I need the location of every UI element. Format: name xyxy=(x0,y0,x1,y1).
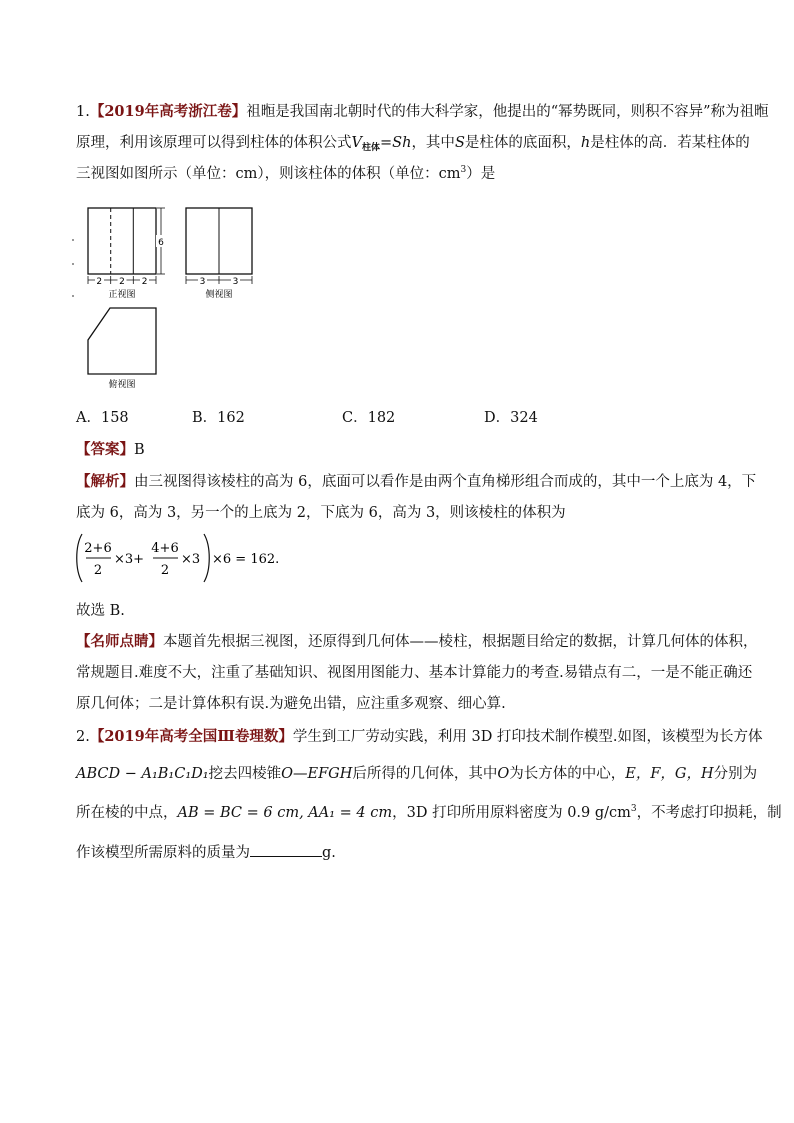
q2-line4-text-a: 作该模型所需原料的质量为 xyxy=(76,845,250,861)
conclusion-text: 故选 B. xyxy=(76,603,125,619)
front-view-label: 正视图 xyxy=(108,290,136,300)
q1-line3-text-b: ）是 xyxy=(466,166,496,182)
q1-line-1 xyxy=(76,102,769,122)
formula-times-3-plus: ×3+ xyxy=(114,552,145,567)
q2-dimensions-expr: AB = BC = 6 cm, AA₁ = 4 cm xyxy=(177,805,393,821)
analysis-line-2 xyxy=(76,503,566,523)
fraction-1-denominator: 2 xyxy=(93,563,103,578)
q2-line3-text-c: ，不考虑打印损耗，制 xyxy=(636,805,782,821)
q2-cube-superscript: 3 xyxy=(630,804,637,814)
q2-line-1 xyxy=(76,727,763,747)
q1-options xyxy=(76,408,736,428)
q2-line2-text-c: 为长方体的中心， xyxy=(509,766,626,782)
option-c[interactable]: C．182 xyxy=(342,410,396,426)
q1-line2-text-b: ，其中 xyxy=(411,135,455,151)
front-view xyxy=(88,208,166,300)
side-view-label: 侧视图 xyxy=(205,290,233,300)
formula-result: ×6 = 162. xyxy=(212,552,280,567)
comment-line-3 xyxy=(76,694,506,714)
q2-line2-text-b: 后所得的几何体，其中 xyxy=(352,766,498,782)
fraction-2-numerator: 4+6 xyxy=(151,541,179,556)
answer-value: B xyxy=(134,442,145,458)
analysis-text-2: 底为 6，高为 3，另一个的上底为 2，下底为 6，高为 3，则该棱柱的体积为 xyxy=(76,505,566,521)
q1-volume-subscript: 柱体 xyxy=(361,143,380,153)
conclusion-line xyxy=(76,601,125,621)
q2-line2-text-d: 分别为 xyxy=(713,766,758,782)
q2-midpoints: E，F，G，H xyxy=(625,766,714,782)
answer-line xyxy=(76,440,145,460)
answer-tag: 【答案】 xyxy=(76,441,134,458)
three-view-figure xyxy=(64,200,264,395)
analysis-tag: 【解析】 xyxy=(76,473,134,490)
q2-line3-text-b: ，3D 打印所用原料密度为 0.9 g/cm xyxy=(392,805,631,821)
q1-line3-text-a: 三视图如图所示（单位：cm），则该柱体的体积（单位：cm xyxy=(76,166,461,182)
option-a[interactable]: A．158 xyxy=(76,410,129,426)
fraction-2-denominator: 2 xyxy=(160,563,170,578)
comment-line-2 xyxy=(76,663,752,683)
option-d[interactable]: D．324 xyxy=(484,410,538,426)
answer-blank[interactable] xyxy=(250,842,322,857)
side-dim-2: 3 xyxy=(232,277,239,287)
q2-number: 2. xyxy=(76,729,90,745)
formula-times-3: ×3 xyxy=(181,552,201,567)
q2-center-symbol: O xyxy=(497,766,510,782)
q2-line3-text-a: 所在棱的中点， xyxy=(76,805,178,821)
q2-line-3 xyxy=(76,803,782,825)
q2-pyramid-expr: O—EFGH xyxy=(281,766,353,782)
q1-sh-symbol: Sh xyxy=(392,135,412,151)
q2-line1-text: 学生到工厂劳动实践，利用 3D 打印技术制作模型.如图，该模型为长方体 xyxy=(292,729,763,745)
side-view xyxy=(186,208,252,300)
volume-formula xyxy=(74,530,284,586)
q1-h-symbol: h xyxy=(580,135,591,151)
q2-cuboid-expr: ABCD − A₁B₁C₁D₁ xyxy=(76,766,209,782)
front-dim-1: 2 xyxy=(96,277,103,287)
q1-cube-superscript: 3 xyxy=(460,165,467,175)
option-b[interactable]: B．162 xyxy=(192,410,245,426)
q1-equals: = xyxy=(380,135,393,151)
q2-line2-text-a: 挖去四棱锥 xyxy=(208,766,282,782)
q1-line-3 xyxy=(76,164,495,186)
q1-line2-text-c: 是柱体的底面积， xyxy=(464,135,581,151)
front-height-label: 6 xyxy=(158,238,164,248)
fraction-1-numerator: 2+6 xyxy=(84,541,112,556)
comment-text-3: 原几何体；二是计算体积有误.为避免出错，应注重多观察、细心算. xyxy=(76,696,506,712)
q1-line-2 xyxy=(76,133,750,155)
analysis-line-1 xyxy=(76,472,756,492)
top-view-label: 俯视图 xyxy=(108,380,136,390)
q1-volume-symbol: V xyxy=(351,135,362,151)
comment-text-2: 常规题目.难度不大，注重了基础知识、视图用图能力、基本计算能力的考查.易错点有二，一是不能正确还 xyxy=(76,665,753,681)
front-dim-3: 2 xyxy=(141,277,148,287)
q2-line-2 xyxy=(76,764,757,784)
analysis-text-1: 由三视图得该棱柱的高为 6，底面可以看作是由两个直角梯形组合而成的，其中一个上底为 4，下 xyxy=(134,474,757,490)
q1-line2-text-a: 原理，利用该原理可以得到柱体的体积公式 xyxy=(76,135,352,151)
top-view xyxy=(88,308,156,390)
q2-line-4 xyxy=(76,842,336,863)
side-dim-1: 3 xyxy=(199,277,206,287)
comment-line-1 xyxy=(76,632,758,652)
q1-source-tag: 【2019年高考浙江卷】 xyxy=(89,103,247,120)
front-dim-2: 2 xyxy=(119,277,125,287)
q2-source-tag: 【2019年高考全国Ⅲ卷理数】 xyxy=(89,728,293,745)
q1-s-symbol: S xyxy=(454,135,465,151)
q1-line2-text-d: 是柱体的高．若某柱体的 xyxy=(590,135,750,151)
q1-line1-text: 祖暅是我国南北朝时代的伟大科学家，他提出的“幂势既同，则积不容异”称为祖暅 xyxy=(246,104,769,120)
comment-tag: 【名师点睛】 xyxy=(76,633,163,650)
comment-text-1: 本题首先根据三视图，还原得到几何体——棱柱，根据题目给定的数据，计算几何体的体积， xyxy=(163,634,758,650)
q2-unit: g. xyxy=(322,845,336,861)
q1-number: 1. xyxy=(76,104,90,120)
